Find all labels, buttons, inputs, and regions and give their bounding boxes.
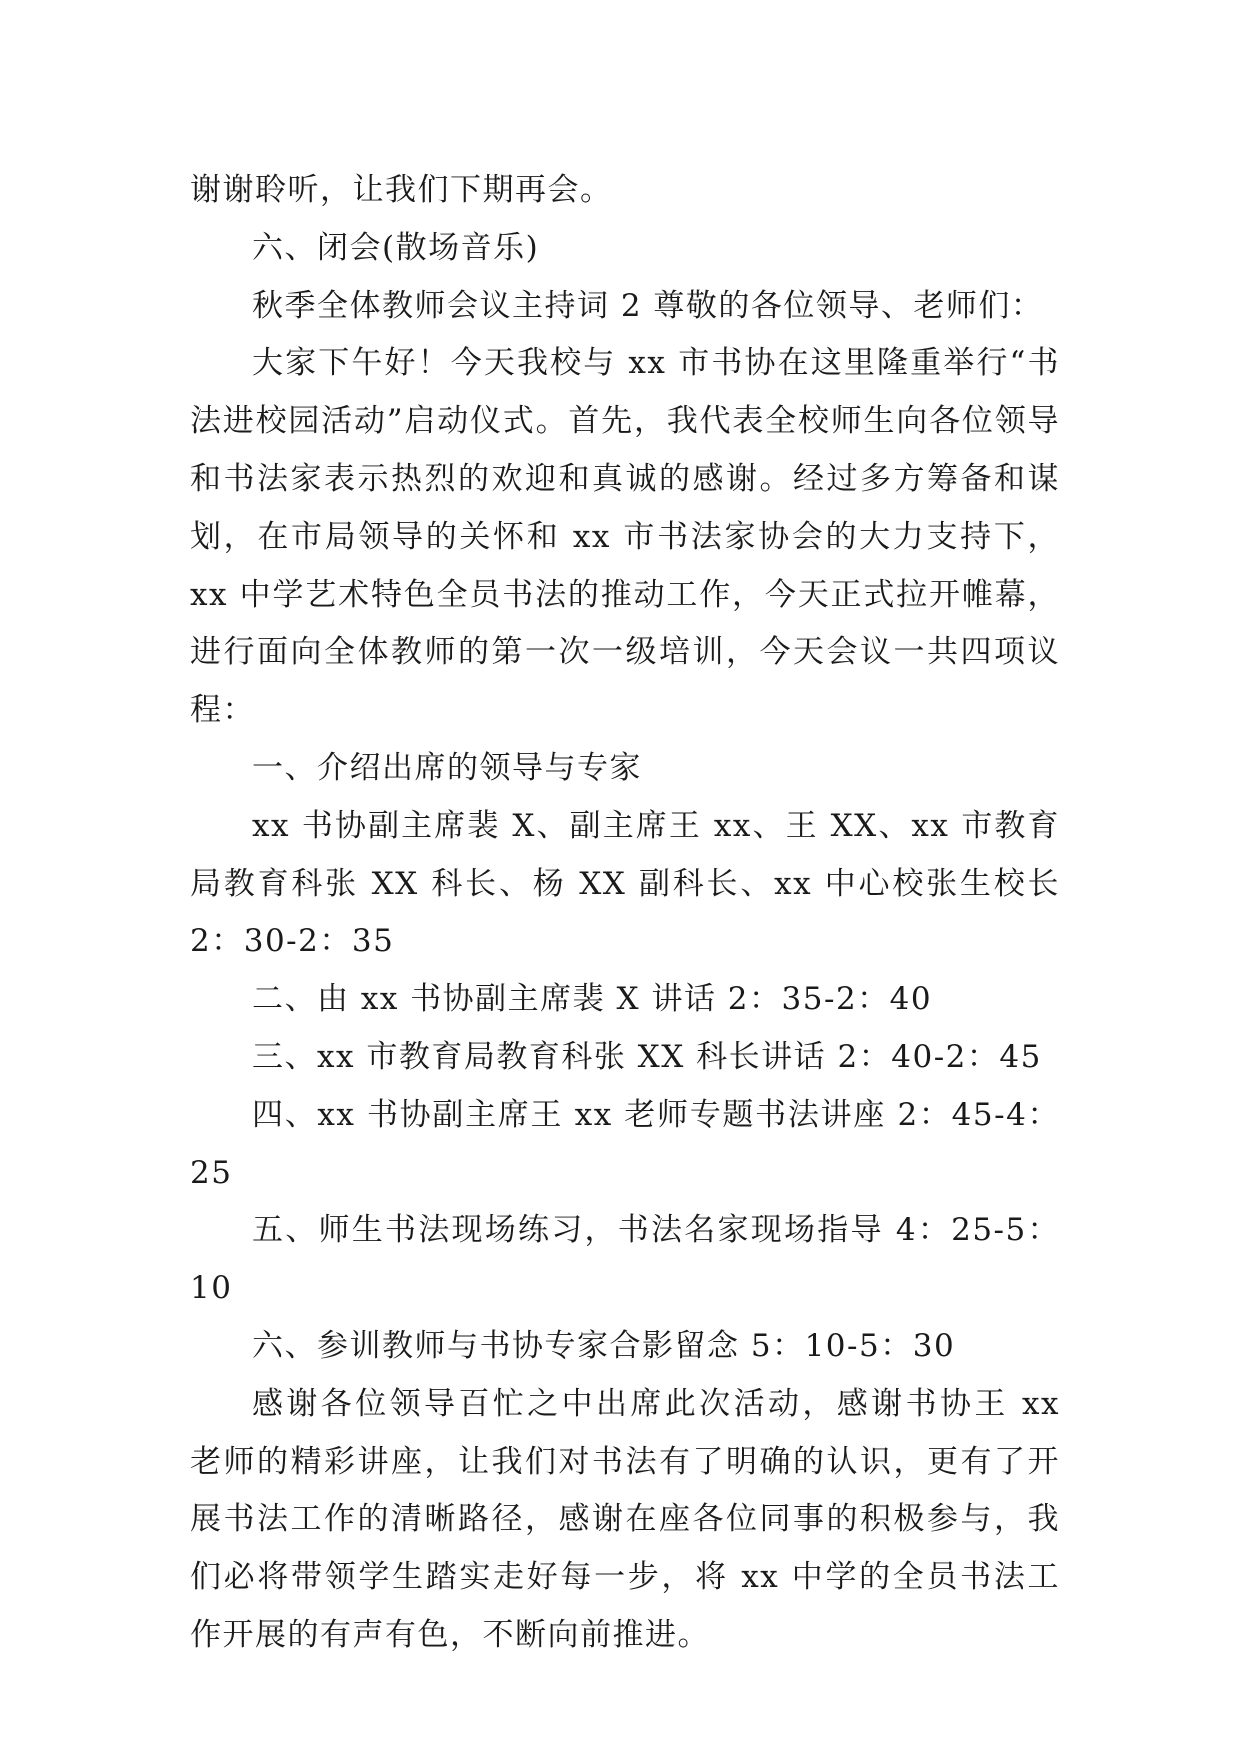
closing-paragraph: 感谢各位领导百忙之中出席此次活动，感谢书协王 xx 老师的精彩讲座，让我们对书法有了明确的认识，更有了开展书法工作的清晰路径，感谢在座各位同事的积极参与，我们必将带领学生踏实走好每一步，将 xx 中学的全员书法工作开展的有声有色，不断向前推进。	[190, 1385, 1060, 1653]
opening-paragraph: 大家下午好！今天我校与 xx 市书协在这里隆重举行“书法进校园活动”启动仪式。首先，我代表全校师生向各位领导和书法家表示热烈的欢迎和真诚的感谢。经过多方筹备和谋划，在市局领导的关怀和 xx 市书法家协会的大力支持下，xx 中学艺术特色全员书法的推动工作，今天正式拉开帷幕，进行面向全体教师的第一次一级培训，今天会议一共四项议程：	[190, 345, 1060, 729]
closing-item: 六、闭会(散场音乐)	[252, 229, 540, 266]
agenda-item-5: 五、师生书法现场练习，书法名家现场指导 4：25-5：10	[190, 1212, 1060, 1307]
agenda-item-6: 六、参训教师与书协专家合影留念 5：10-5：30	[252, 1327, 956, 1364]
closing-thanks-line: 谢谢聆听，让我们下期再会。	[190, 172, 613, 208]
agenda-item-4: 四、xx 书协副主席王 xx 老师专题书法讲座 2：45-4：25	[190, 1096, 1060, 1191]
agenda-item-1: 一、介绍出席的领导与专家	[252, 749, 642, 786]
attendee-list: xx 书协副主席裴 X、副主席王 xx、王 XX、xx 市教育局教育科张 XX 科长、杨 XX 副科长、xx 中心校张生校长 2：30-2：35	[190, 807, 1060, 960]
document-body	[190, 162, 1060, 1665]
speech-title-greeting: 秋季全体教师会议主持词 2 尊敬的各位领导、老师们：	[252, 287, 1044, 324]
agenda-item-2: 二、由 xx 书协副主席裴 X 讲话 2：35-2：40	[252, 981, 933, 1018]
agenda-item-3: 三、xx 市教育局教育科张 XX 科长讲话 2：40-2：45	[252, 1038, 1042, 1075]
